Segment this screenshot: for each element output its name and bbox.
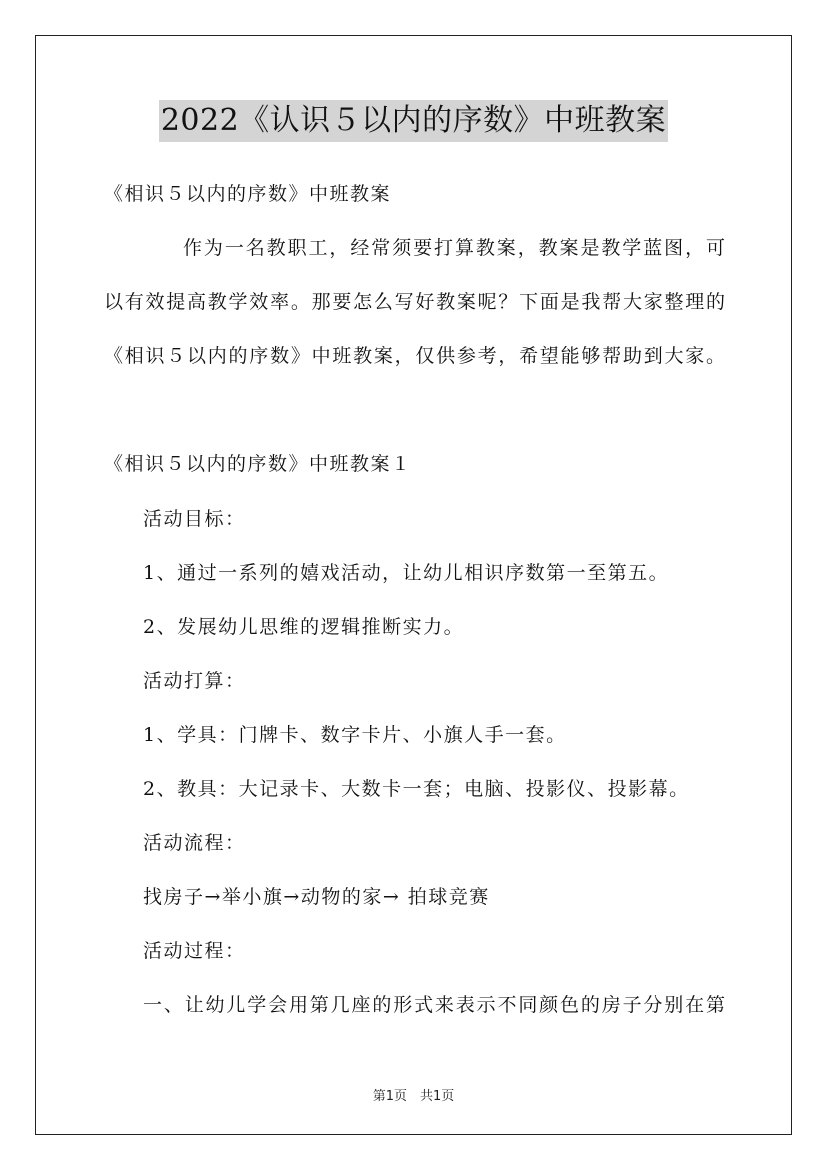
flow-label: 活动流程： [143, 832, 246, 854]
intro-line-3: 《相识５以内的序数》中班教案，仅供参考，希望能够帮助到大家。 [104, 345, 725, 367]
prep-item-2: 2、教具：大记录卡、大数卡一套；电脑、投影仪、投影幕。 [143, 778, 690, 800]
goal-item-1: 1、通过一系列的嬉戏活动，让幼儿相识序数第一至第五。 [143, 562, 670, 584]
document-title: 2022《认识５以内的序数》中班教案 [159, 100, 668, 142]
goals-label: 活动目标： [143, 508, 246, 530]
goal-item-2: 2、发展幼儿思维的逻辑推断实力。 [143, 616, 465, 638]
process-label: 活动过程： [143, 940, 246, 962]
process-line-1: 一、让幼儿学会用第几座的形式来表示不同颜色的房子分别在第 [143, 994, 725, 1016]
prep-label: 活动打算： [143, 670, 246, 692]
intro-line-2: 以有效提高教学效率。那要怎么写好教案呢？下面是我帮大家整理的 [104, 291, 725, 313]
flow-text: 找房子→举小旗→动物的家→ 拍球竞赛 [143, 886, 490, 908]
subtitle: 《相识５以内的序数》中班教案 [104, 183, 392, 205]
intro-line-1: 作为一名教职工，经常须要打算教案，教案是教学蓝图，可 [183, 237, 725, 259]
prep-item-1: 1、学具：门牌卡、数字卡片、小旗人手一套。 [143, 724, 567, 746]
page-footer: 第1页 共1页 [372, 1089, 455, 1104]
section-heading: 《相识５以内的序数》中班教案１ [104, 453, 412, 475]
title-container [0, 100, 827, 142]
